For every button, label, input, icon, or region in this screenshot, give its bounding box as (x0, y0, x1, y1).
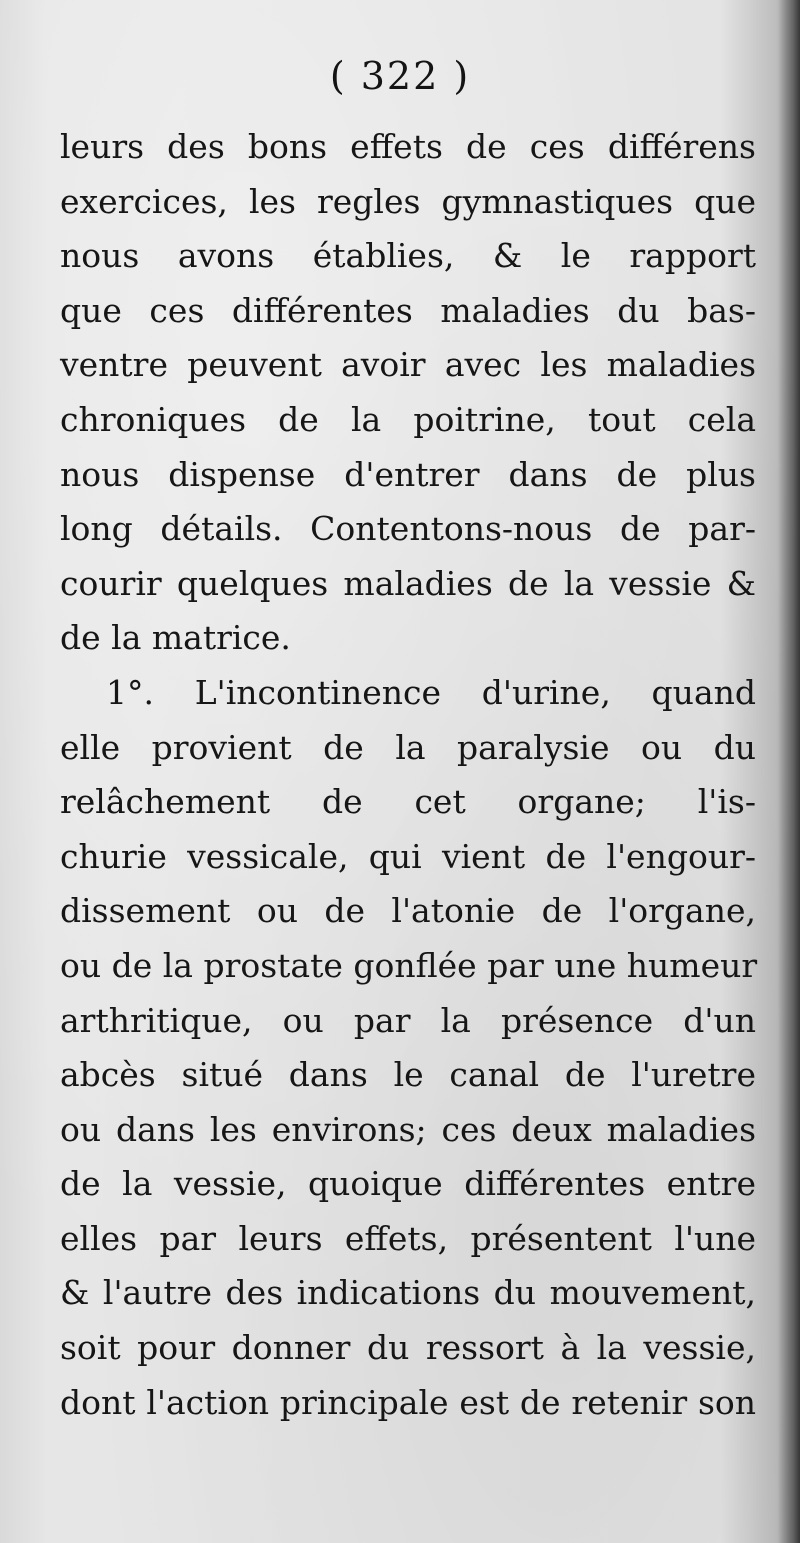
text-line: 1°. L'incontinence d'urine, quand (106, 672, 756, 712)
text-line: soit pour donner du ressort à la vessie, (60, 1328, 756, 1368)
text-line: ventre peuvent avoir avec les maladies (60, 345, 756, 385)
text-line: chroniques de la poitrine, tout cela (60, 399, 756, 439)
text-line: ou dans les environs; ces deux maladies (60, 1109, 756, 1149)
text-line: de la vessie, quoique différentes entre (60, 1164, 756, 1204)
text-line: courir quelques maladies de la vessie & (60, 563, 756, 603)
text-line: nous avons établies, & le rapport (60, 236, 756, 276)
text-line: long détails. Contentons-nous de par- (60, 509, 756, 549)
text-line: ou de la prostate gonflée par une humeur (60, 945, 758, 985)
page-shadow-edge (778, 0, 800, 1543)
text-line: de la matrice. (60, 618, 291, 658)
text-line: que ces différentes maladies du bas- (60, 290, 756, 330)
body-text (60, 120, 756, 1430)
text-line: & l'autre des indications du mouvement, (60, 1273, 756, 1313)
text-line: dont l'action principale est de retenir son (60, 1382, 756, 1422)
text-line: exercices, les regles gymnastiques que (60, 181, 756, 221)
text-line: elles par leurs effets, présentent l'une (60, 1218, 756, 1258)
text-line: churie vessicale, qui vient de l'engour- (60, 836, 756, 876)
text-line: abcès situé dans le canal de l'uretre (60, 1055, 756, 1095)
text-line: dissement ou de l'atonie de l'organe, (60, 891, 756, 931)
text-line: elle provient de la paralysie ou du (60, 727, 756, 767)
page-number: ( 322 ) (329, 54, 471, 98)
text-line: nous dispense d'entrer dans de plus (60, 454, 756, 494)
text-line: arthritique, ou par la présence d'un (60, 1000, 756, 1040)
text-line: leurs des bons effets de ces différens (60, 127, 756, 166)
text-line: relâchement de cet organe; l'is- (60, 782, 756, 822)
